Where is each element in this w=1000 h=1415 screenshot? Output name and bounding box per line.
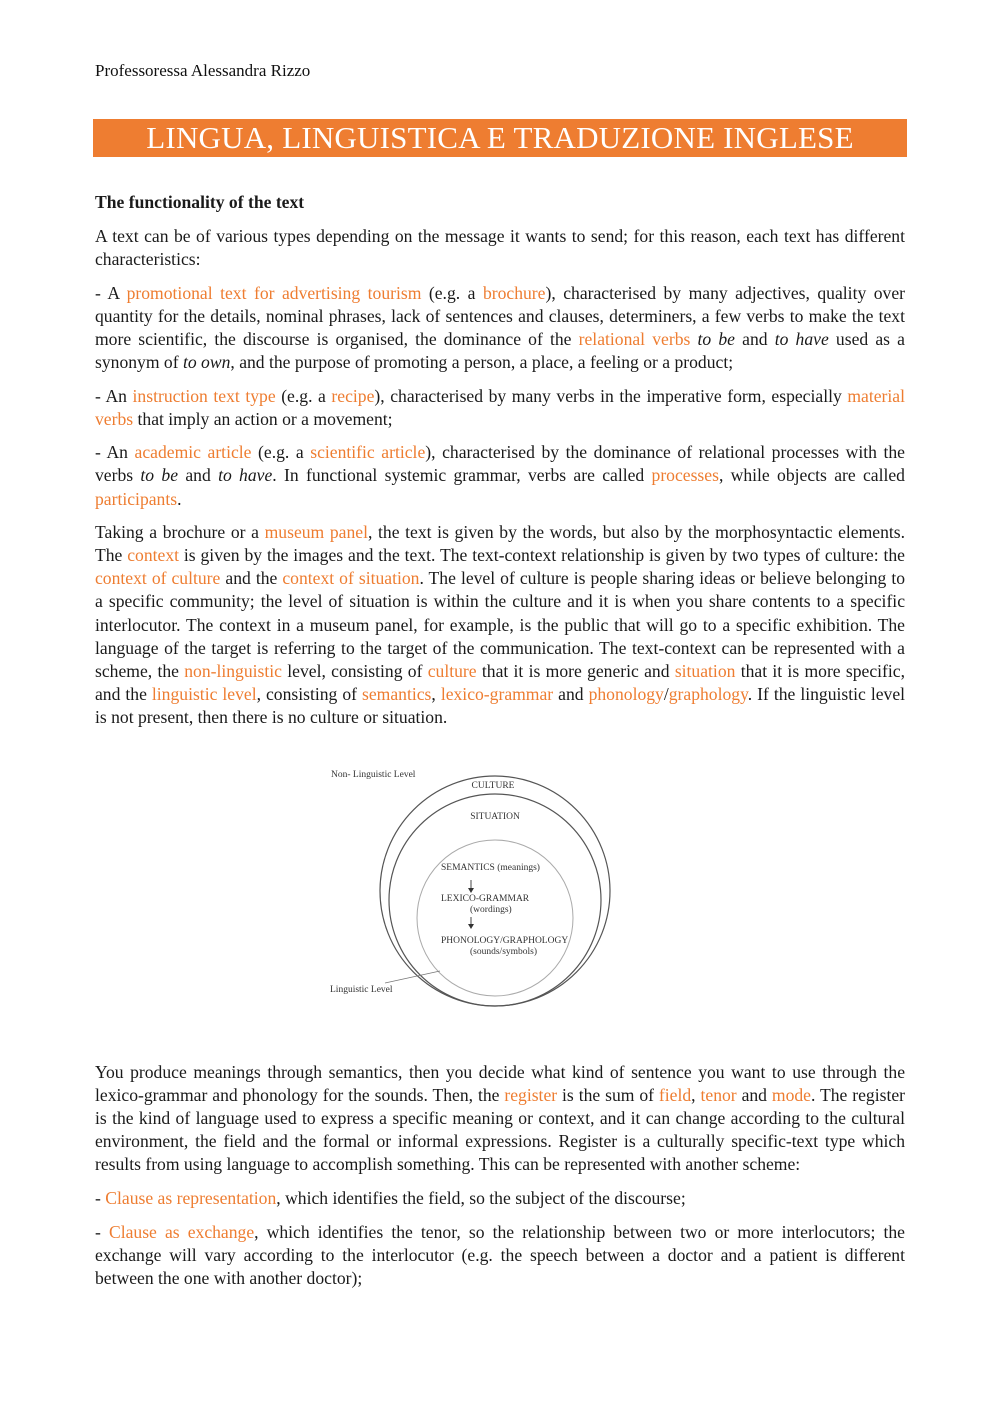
highlight-term: lexico-grammar (440, 683, 554, 704)
text-run: level, consisting of (281, 660, 428, 681)
text-run: You produce meanings through semantics, then you decide what kind of sentence you want to use through the lexico-grammar and phonology for the sounds. Then, the (95, 1061, 905, 1106)
highlight-term: context (127, 545, 180, 566)
arrow-head (468, 924, 474, 929)
paragraph-clause-representation (95, 1187, 905, 1210)
italic-term: to be (697, 328, 735, 349)
highlight-term: linguistic level (151, 683, 257, 704)
italic-term: to be (140, 465, 179, 486)
text-run: , while objects are called (718, 465, 905, 486)
text-run: and (734, 328, 775, 349)
text-run: , which identifies the tenor, so the relationship between two or more interlocutors; the exchange will vary according to the interlocutor (e.g. the speech between a doctor and a patient is different between the one with another doctor); (95, 1221, 905, 1288)
intro-paragraph: A text can be of various types depending on the message it wants to send; for this reason, each text has different characteristics: (95, 226, 905, 270)
text-run: that imply an action or a movement; (133, 408, 393, 429)
paragraph-academic-article (95, 441, 905, 510)
text-run: and the (220, 568, 283, 589)
text-run: , consisting of (256, 683, 363, 704)
text-run: and (736, 1085, 772, 1106)
course-title-banner: LINGUA, LINGUISTICA E TRADUZIONE INGLESE (93, 119, 907, 157)
text-run: , (431, 683, 441, 704)
text-run: that it is more specific, and the (95, 660, 905, 704)
highlight-term: Clause as exchange (108, 1221, 255, 1242)
lexico-grammar-label: LEXICO-GRAMMAR (441, 893, 530, 904)
text-run: that it is more generic and (476, 660, 675, 681)
paragraph-register (95, 1061, 905, 1176)
highlight-term: recipe (331, 385, 375, 406)
text-run: , which identifies the field, so the subject of the discourse; (276, 1187, 686, 1208)
situation-label: SITUATION (470, 811, 520, 822)
text-run: . The register is the kind of language used to express a specific meaning or context, and it can change according to the cultural environment, the field and the formal or informal expressions. Register is a culturally specific-text type which results from using language to accomplish something. This can be represented with another scheme: (95, 1085, 906, 1175)
highlight-term: relational verbs (578, 328, 691, 349)
italic-term: to have (218, 465, 273, 486)
highlight-term: context of situation (282, 568, 420, 589)
context-levels-diagram (95, 759, 905, 1021)
text-run: - (95, 1187, 106, 1208)
text-run: ), characterised by many adjectives, quality over quantity for the details, nominal phrases, lack of sentences and clauses, determiners, a few verbs to make the text more scientific, the discourse is organised, the dominance of the (95, 282, 906, 349)
highlight-term: phonology (588, 683, 664, 704)
italic-term: to own (182, 352, 231, 373)
text-run: is given by the images and the text. The text-context relationship is given by two types of culture: the (179, 545, 905, 566)
text-run: used as a synonym of (95, 328, 905, 373)
text-run: and (553, 683, 589, 704)
text-run: - A (95, 282, 127, 303)
linguistic-pointer-line (385, 971, 440, 983)
text-run: ), characterised by many verbs in the imperative form, especially (374, 385, 848, 406)
text-run: and (178, 465, 219, 486)
text-run: . If the linguistic level is not present, then there is no culture or situation. (95, 683, 906, 727)
paragraph-clause-exchange (95, 1221, 905, 1290)
text-run: / (663, 683, 669, 704)
highlight-term: situation (674, 660, 736, 681)
text-run: . In functional systemic grammar, verbs are called (272, 465, 652, 486)
highlight-term: context of culture (95, 568, 221, 589)
phonology-graphology-label: PHONOLOGY/GRAPHOLOGY (441, 935, 569, 946)
paragraph-context (95, 521, 905, 729)
wordings-label: (wordings) (470, 904, 512, 915)
highlight-term: register (504, 1085, 558, 1106)
highlight-term: Clause as representation (105, 1187, 277, 1208)
text-run: , (691, 1085, 701, 1106)
highlight-term: non-linguistic (184, 660, 282, 681)
highlight-term: field (658, 1085, 692, 1106)
highlight-term: material verbs (95, 385, 905, 429)
text-run: Taking a brochure or a (95, 522, 265, 543)
text-run (690, 329, 697, 349)
sounds-symbols-label: (sounds/symbols) (470, 946, 538, 957)
text-run: - An (95, 385, 133, 406)
text-run: is the sum of (557, 1085, 659, 1106)
highlight-term: semantics (362, 683, 432, 704)
highlight-term: mode (771, 1085, 811, 1106)
highlight-term: brochure (482, 282, 546, 303)
text-run: , the text is given by the words, but also by the morphosyntactic elements. The (95, 522, 905, 566)
text-run: , and the purpose of promoting a person, a place, a feeling or a product; (230, 352, 734, 373)
text-run: . The level of culture is people sharing ideas or believe belonging to a specific community; the level of situation is within the culture and it is when you share contents to a specific interlocutor. The context in a museum panel, for example, is the public that will go to a specific exhibition. The language of the target is referring to the target of the communication. The text-context can be represented with a scheme, the (95, 568, 905, 681)
linguistic-level-label: Linguistic Level (330, 984, 393, 995)
text-run: - (95, 1221, 109, 1242)
highlight-term: scientific article (310, 442, 426, 463)
document-body (95, 191, 905, 1300)
text-run: - An (95, 442, 135, 463)
semantics-label: SEMANTICS (meanings) (441, 862, 540, 873)
text-run: (e.g. a (251, 442, 311, 463)
highlight-term: museum panel (264, 522, 368, 543)
non-linguistic-level-label: Non- Linguistic Level (331, 769, 416, 780)
highlight-term: graphology (668, 683, 748, 704)
highlight-term: instruction text type (132, 385, 276, 406)
paragraph-promotional-text (95, 282, 905, 374)
highlight-term: academic article (134, 442, 252, 463)
author-name: Professoressa Alessandra Rizzo (95, 61, 311, 80)
culture-label: CULTURE (471, 780, 515, 791)
text-run: (e.g. a (421, 282, 483, 303)
section-title: The functionality of the text (95, 192, 305, 212)
text-run: . (177, 488, 182, 509)
highlight-term: participants (95, 488, 178, 509)
paragraph-instruction-text (95, 385, 905, 431)
italic-term: to have (774, 328, 829, 349)
highlight-term: promotional text for advertising tourism (126, 282, 422, 303)
highlight-term: culture (427, 660, 477, 681)
highlight-term: processes (651, 465, 719, 486)
text-run: ), characterised by the dominance of relational processes with the verbs (95, 442, 905, 486)
text-run: (e.g. a (275, 385, 332, 406)
highlight-term: tenor (700, 1085, 737, 1106)
